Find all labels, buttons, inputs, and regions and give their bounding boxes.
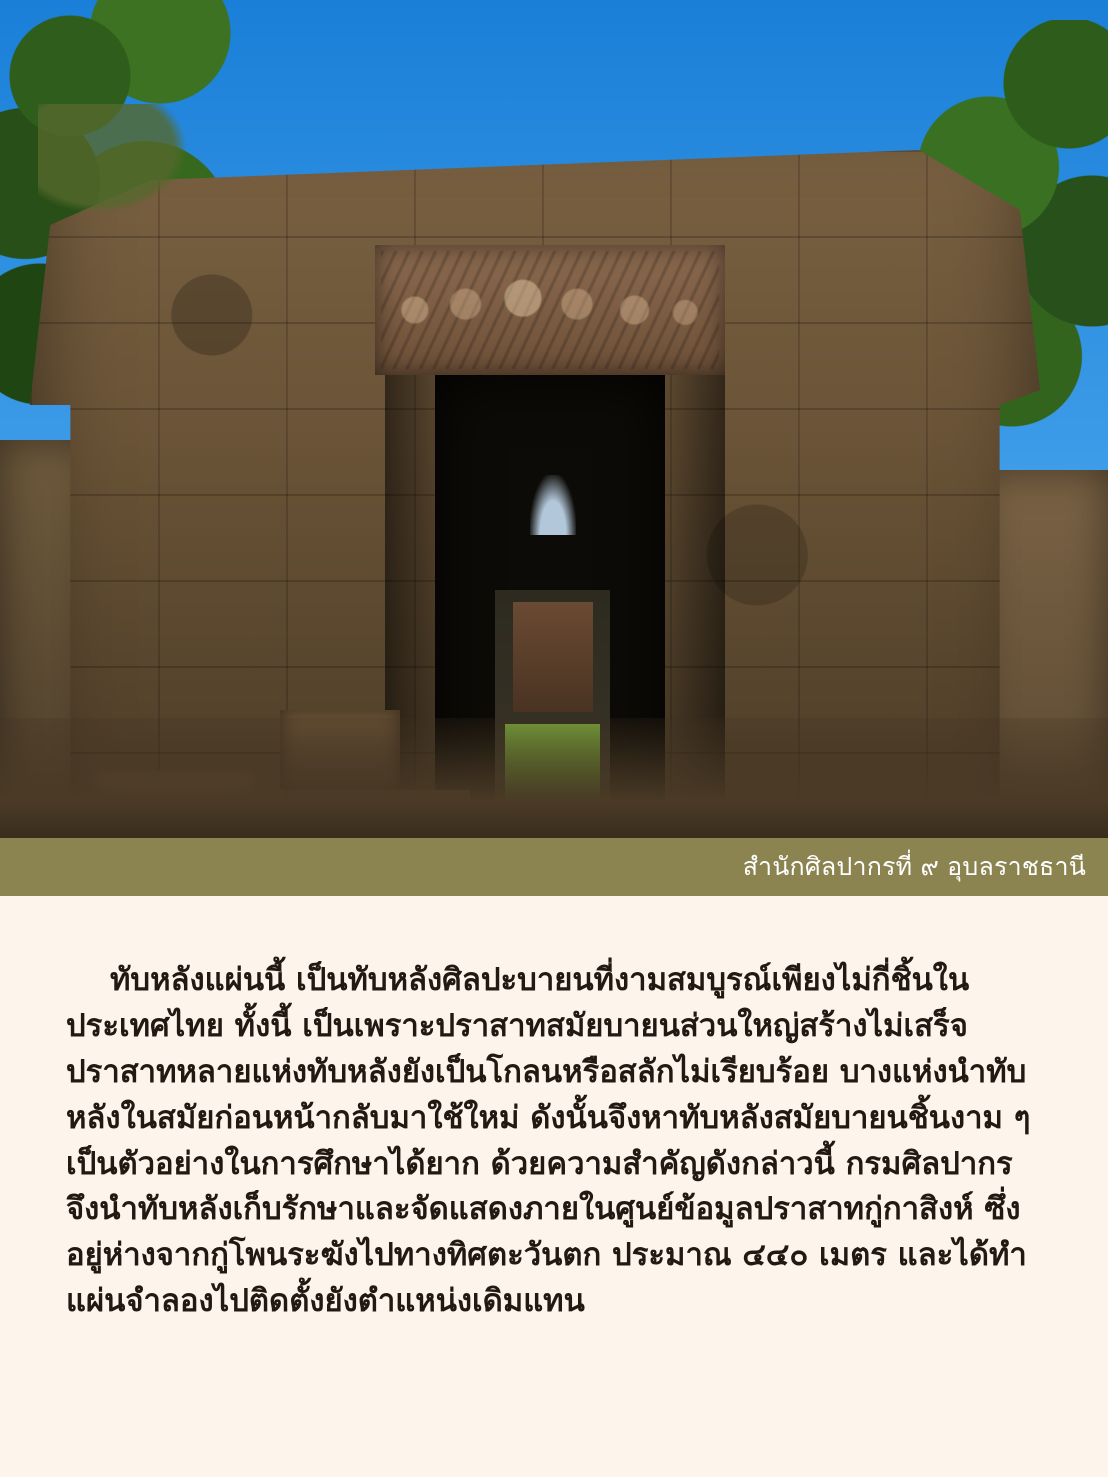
light-glint	[530, 475, 576, 535]
credit-text: สำนักศิลปากรที่ ๙ อุบลราชธานี	[742, 852, 1086, 881]
description-section	[0, 896, 1108, 1477]
ground-rubble	[0, 718, 1108, 838]
carved-lintel	[375, 245, 725, 375]
credit-bar	[0, 838, 1108, 896]
far-wooden-door	[513, 602, 593, 712]
description-paragraph: ทับหลังแผ่นนี้ เป็นทับหลังศิลปะบายนที่งามสมบูรณ์เพียงไม่กี่ชิ้นในประเทศไทย ทั้งนี้ เป็นเพราะปราสาทสมัยบายนส่วนใหญ่สร้างไม่เสร็จ ปราสาทหลายแห่งทับหลังยังเป็นโกลนหรือสลักไม่เรียบร้อย บางแห่งนำทับหลังในสมัยก่อนหน้ากลับมาใช้ใหม่ ดังนั้นจึงหาทับหลังสมัยบายนชิ้นงาม ๆ เป็นตัวอย่างในการศึกษาได้ยาก ด้วยความสำคัญดังกล่าวนี้ กรมศิลปากรจึงนำทับหลังเก็บรักษาและจัดแสดงภายในศูนย์ข้อมูลปราสาทกู่กาสิงห์ ซึ่งอยู่ห่างจากกู่โพนระฆังไปทางทิศตะวันตก ประมาณ ๔๔๐ เมตร และได้ทำแผ่นจำลองไปติดตั้งยังตำแหน่งเดิมแทน	[66, 962, 1031, 1320]
moss-patch	[38, 104, 188, 214]
